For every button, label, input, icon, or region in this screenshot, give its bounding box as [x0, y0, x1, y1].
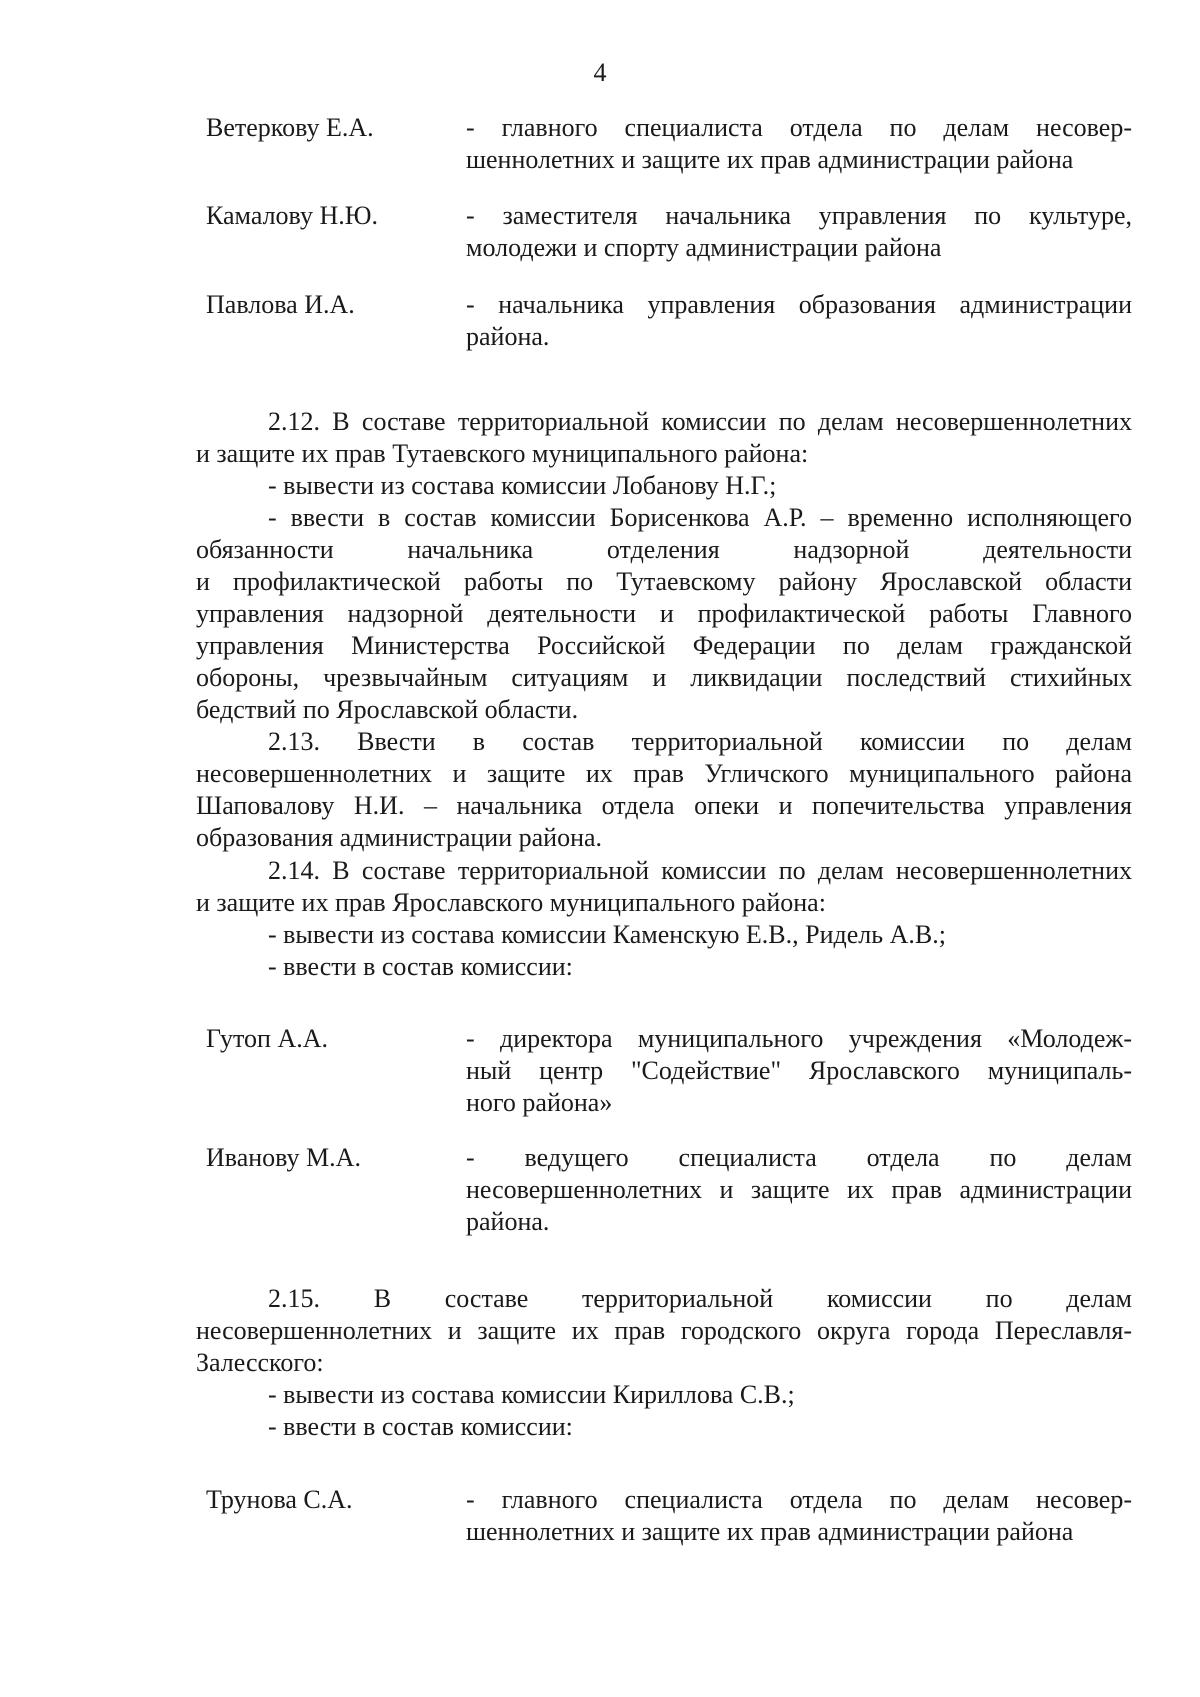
paragraph-2-12-line: обороны, чрезвычайным ситуациям и ликвидации последствий стихийных: [196, 663, 1132, 692]
position-line: несовершеннолетних и защите их прав администрации: [466, 1175, 1132, 1204]
paragraph-2-14-line: - вывести из состава комиссии Каменскую Е.В., Ридель А.В.;: [268, 920, 946, 949]
person-name: Ветеркову Е.А.: [206, 113, 374, 142]
person-name: Павлова И.А.: [206, 290, 355, 319]
paragraph-2-14-line: 2.14. В составе территориальной комиссии по делам несовершеннолетних: [268, 856, 1132, 885]
position-line: района.: [466, 1207, 550, 1236]
person-name: Трунова С.А.: [206, 1485, 353, 1514]
paragraph-2-15-line: несовершеннолетних и защите их прав городского округа города Переславля-: [196, 1316, 1132, 1345]
paragraph-2-13-line: 2.13. Ввести в состав территориальной комиссии по делам: [268, 727, 1132, 756]
position-line: молодежи и спорту администрации района: [466, 233, 942, 262]
position-line: - главного специалиста отдела по делам несовер-: [466, 113, 1132, 142]
paragraph-2-12-line: и профилактической работы по Тутаевскому району Ярославской области: [196, 567, 1132, 596]
paragraph-2-12-line: - вывести из состава комиссии Лобанову Н.Г.;: [268, 471, 777, 500]
paragraph-2-15-line: Залесского:: [196, 1348, 324, 1377]
paragraph-2-15-line: - ввести в состав комиссии:: [268, 1412, 573, 1441]
position-line: района.: [466, 322, 550, 351]
position-line: - начальника управления образования администрации: [466, 290, 1132, 319]
paragraph-2-12-line: управления надзорной деятельности и профилактической работы Главного: [196, 599, 1132, 628]
paragraph-2-12-line: - ввести в состав комиссии Борисенкова А.Р. – временно исполняющего: [268, 503, 1132, 532]
person-name: Иванову М.А.: [206, 1143, 361, 1172]
position-line: - заместителя начальника управления по культуре,: [466, 201, 1132, 230]
paragraph-2-14-line: - ввести в состав комиссии:: [268, 952, 573, 981]
paragraph-2-13-line: Шаповалову Н.И. – начальника отдела опеки и попечительства управления: [196, 791, 1132, 820]
paragraph-2-12-line: и защите их прав Тутаевского муниципального района:: [196, 439, 809, 468]
paragraph-2-12-line: обязанности начальника отделения надзорной деятельности: [196, 535, 1132, 564]
page-number: 4: [593, 58, 607, 87]
paragraph-2-13-line: несовершеннолетних и защите их прав Угличского муниципального района: [196, 759, 1132, 788]
person-position: [466, 1142, 1132, 1238]
person-position: [466, 200, 1132, 264]
paragraph-2-15-line: 2.15. В составе территориальной комиссии по делам: [268, 1284, 1132, 1313]
paragraph-2-14-line: и защите их прав Ярославского муниципального района:: [196, 888, 826, 917]
person-position: [466, 1484, 1132, 1548]
paragraph-2-12-line: бедствий по Ярославской области.: [196, 695, 579, 724]
person-name: Гутоп А.А.: [206, 1024, 329, 1053]
paragraph-2-12-line: управления Министерства Российской Федерации по делам гражданской: [196, 631, 1132, 660]
position-line: шеннолетних и защите их прав администрации района: [466, 1517, 1074, 1546]
position-line: ного района»: [466, 1088, 613, 1117]
position-line: - директора муниципального учреждения «Молодеж-: [466, 1024, 1132, 1053]
position-line: - главного специалиста отдела по делам несовер-: [466, 1485, 1132, 1514]
paragraph-2-15-line: - вывести из состава комиссии Кириллова С.В.;: [268, 1380, 795, 1409]
person-position: [466, 289, 1132, 353]
person-position: [466, 112, 1132, 176]
paragraph-2-13-line: образования администрации района.: [196, 823, 603, 852]
person-name: Камалову Н.Ю.: [206, 201, 378, 230]
position-line: шеннолетних и защите их прав администрации района: [466, 145, 1074, 174]
paragraph-2-12-line: 2.12. В составе территориальной комиссии по делам несовершеннолетних: [268, 407, 1132, 436]
position-line: ный центр "Содействие" Ярославского муниципаль-: [466, 1056, 1132, 1085]
person-position: [466, 1023, 1132, 1119]
position-line: - ведущего специалиста отдела по делам: [466, 1143, 1132, 1172]
